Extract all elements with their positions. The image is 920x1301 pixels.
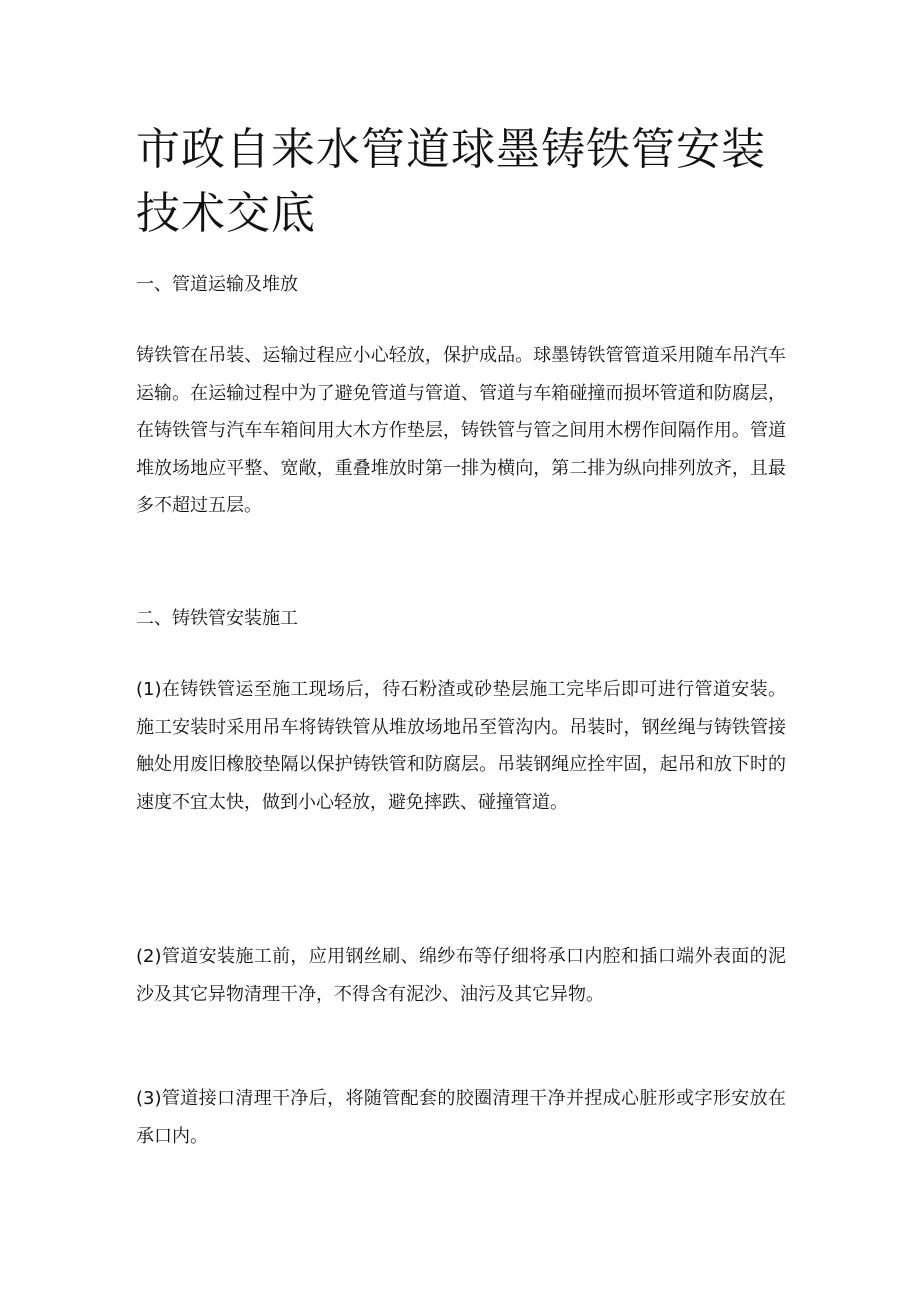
- section-heading-installation: 二、铸铁管安装施工: [136, 608, 298, 629]
- paragraph-transport: 铸铁管在吊装、运输过程应小心轻放，保护成品。球墨铸铁管管道采用随车吊汽车运输。在运输过程中为了避免管道与管道、管道与车箱碰撞而损坏管道和防腐层，在铸铁管与汽车车箱间用大木方作垫层，铸铁管与管之间用木楞作间隔作用。管道堆放场地应平整、宽敞，重叠堆放时第一排为横向，第二排为纵向排列放齐，且最多不超过五层。: [136, 345, 786, 516]
- section-heading-transport: 一、管道运输及堆放: [136, 274, 298, 295]
- paragraph-step-1: (1)在铸铁管运至施工现场后，待石粉渣或砂垫层施工完毕后即可进行管道安装。施工安装时采用吊车将铸铁管从堆放场地吊至管沟内。吊装时，钢丝绳与铸铁管接触处用废旧橡胶垫隔以保护铸铁管和防腐层。吊装钢绳应拴牢固，起吊和放下时的速度不宜太快，做到小心轻放，避免摔跌、碰撞管道。: [136, 679, 786, 813]
- paragraph-step-2: (2)管道安装施工前，应用钢丝刷、绵纱布等仔细将承口内腔和插口端外表面的泥沙及其它异物清理干净，不得含有泥沙、油污及其它异物。: [136, 946, 786, 1005]
- paragraph-step-3: (3)管道接口清理干净后，将随管配套的胶圈清理干净并捏成心脏形或字形安放在承口内。: [136, 1088, 786, 1147]
- document-title: 市政自来水管道球墨铸铁管安装技术交底: [136, 124, 766, 239]
